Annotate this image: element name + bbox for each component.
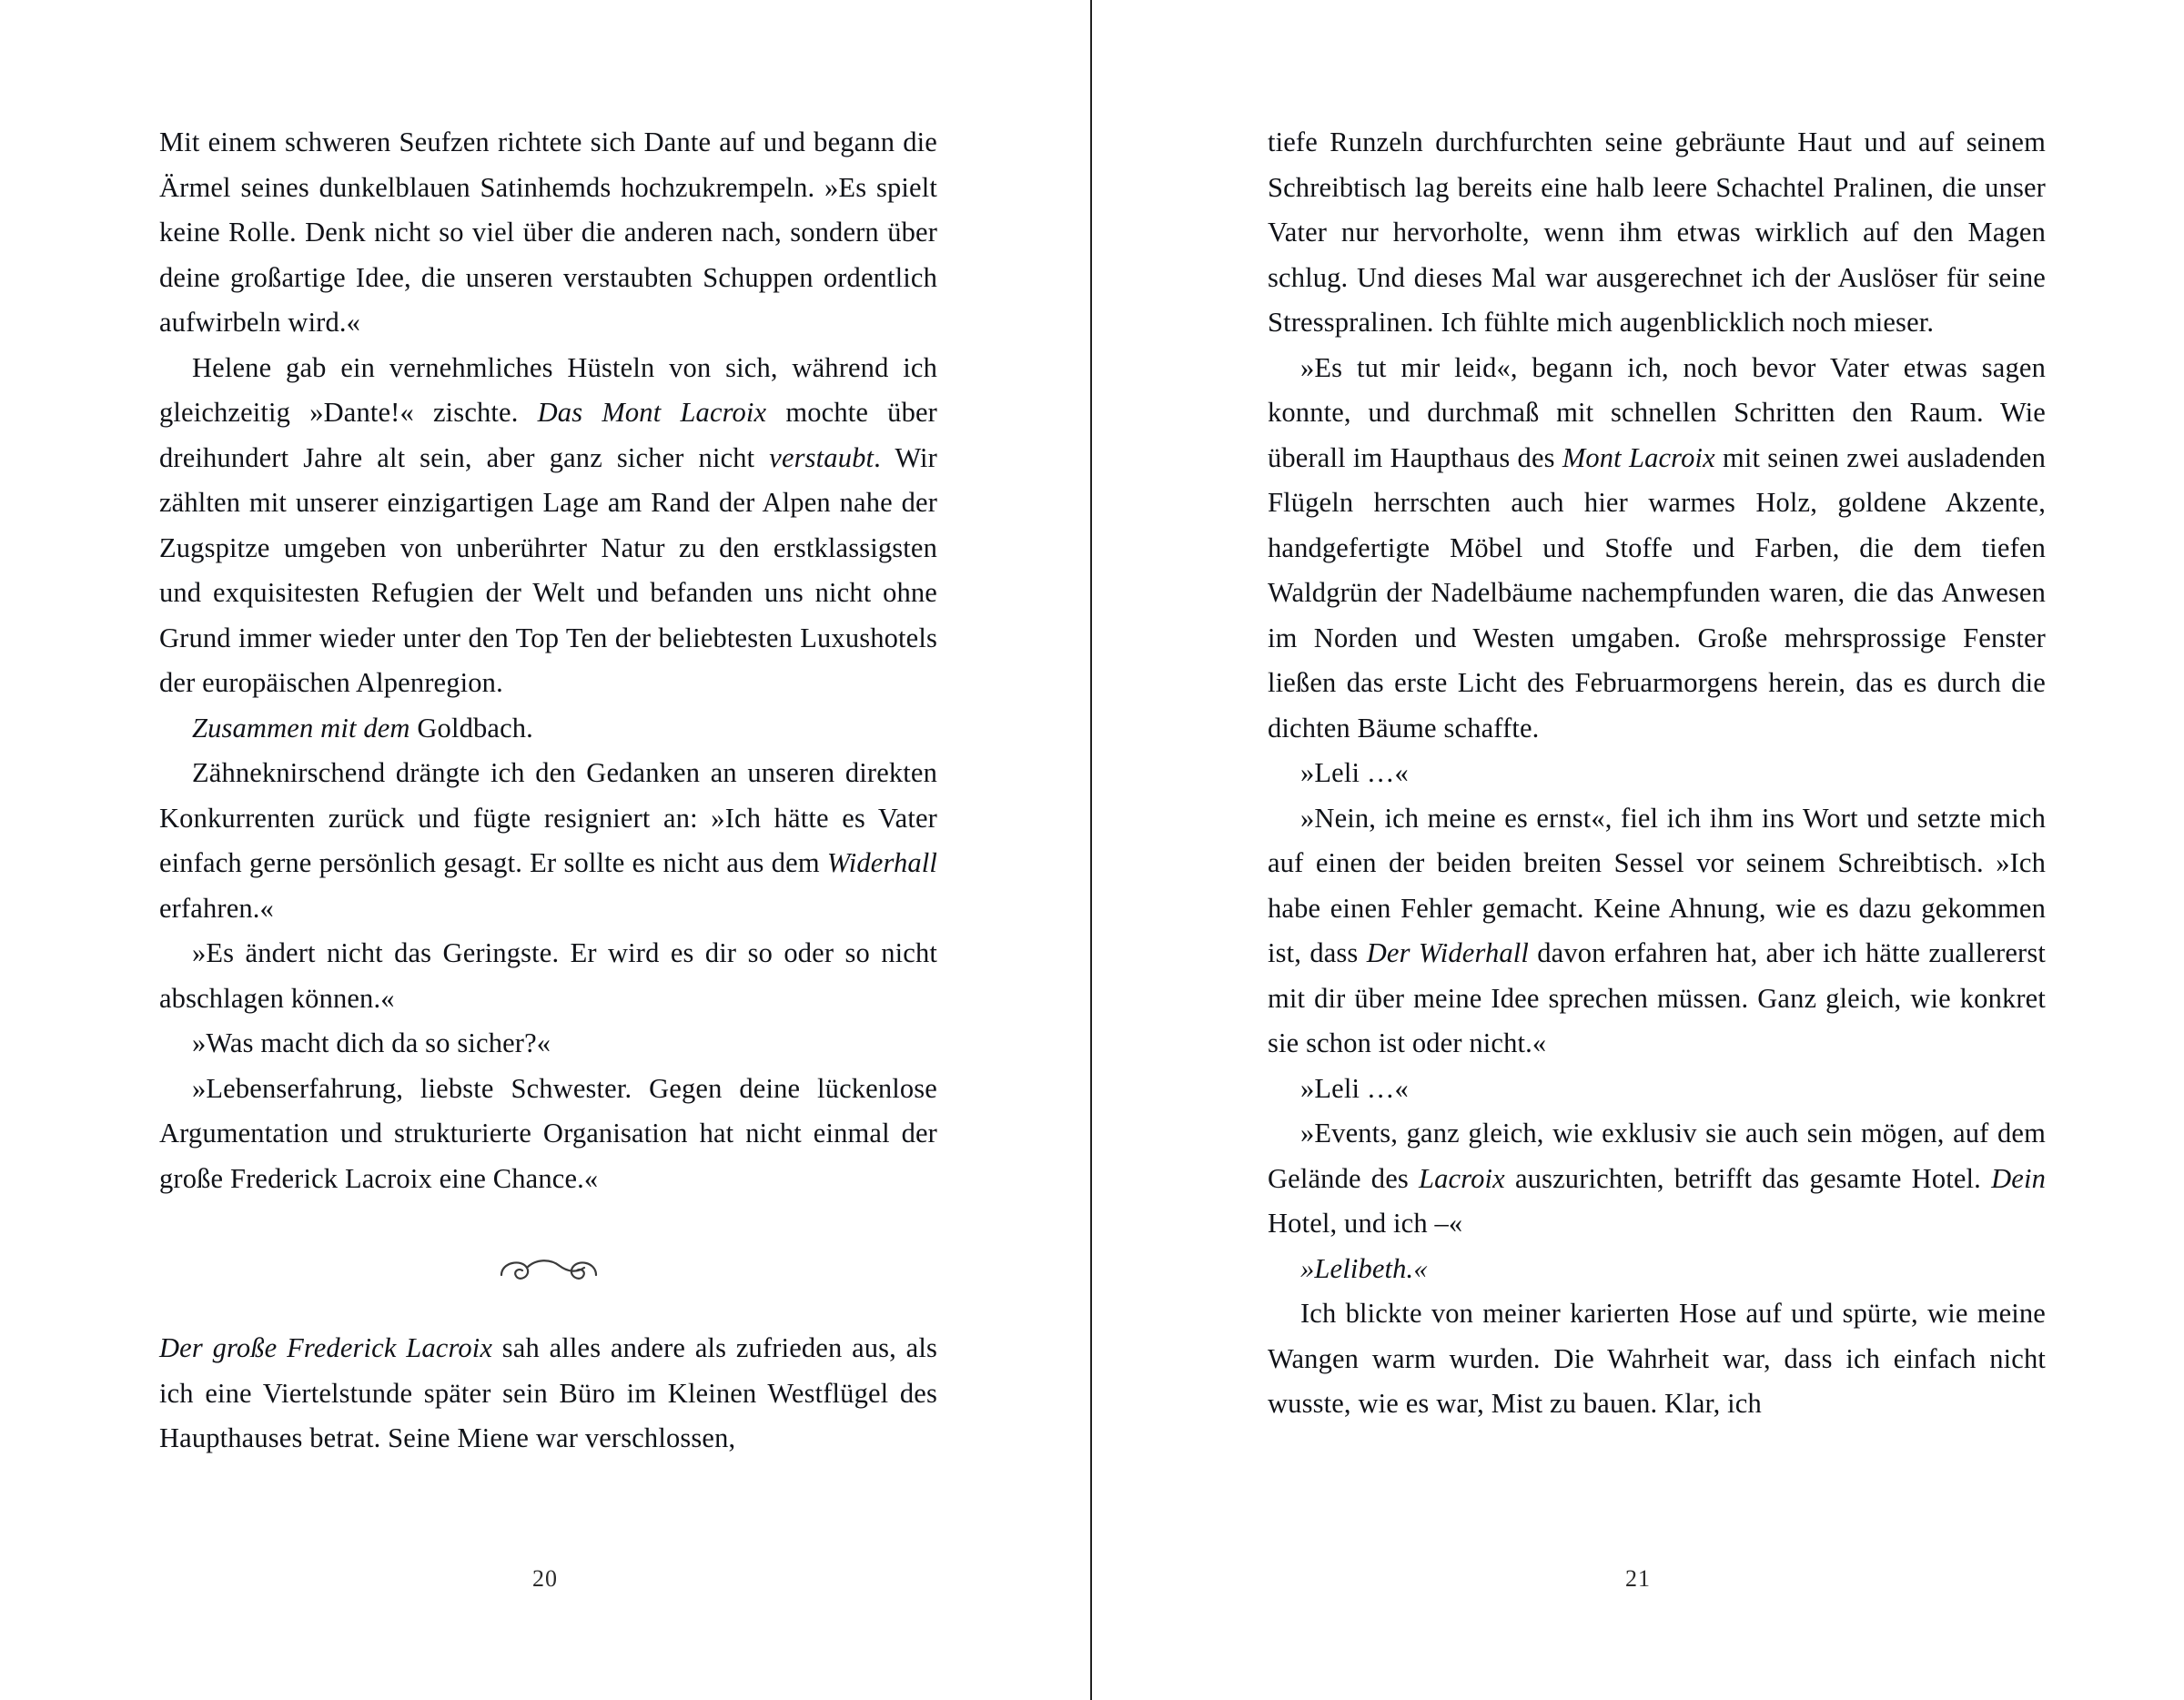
paragraph: »Leli …« xyxy=(1300,1072,1409,1104)
italic-emphasis: »Lelibeth.« xyxy=(1300,1252,1428,1284)
paragraph: »Lebenserfahrung, liebste Schwester. Gegen deine lückenlose Argumentation und strukturierte Organisation hat nicht einmal der große Frederick Lacroix eine Chance.« xyxy=(159,1072,937,1194)
paragraph: »Es tut mir leid«, begann ich, noch bevor Vater etwas sagen konnte, und durchmaß mit schnellen Schritten den Raum. Wie überall im Haupthaus des Mont Lacroix mit seinen zwei ausladenden Flügeln herrschten auch hier warmes Holz, goldene Akzente, handgefertigte Möbel und Stoffe und Farben, die dem tiefen Waldgrün der Nadelbäume nachempfunden waren, die das Anwesen im Norden und Westen umgaben. Große mehrsprossige Fenster ließen das erste Licht des Februarmorgens herein, das es durch die dichten Bäume schaffte. xyxy=(1268,351,2047,744)
paragraph: tiefe Runzeln durchfurchten seine gebräunte Haut und auf seinem Schreibtisch lag bereits eine halb leere Schachtel Pralinen, die unser Vater nur hervorholte, wenn ihm etwas wirklich auf den Magen schlug. Und dieses Mal war ausgerechnet ich der Auslöser für seine Stresspralinen. Ich fühlte mich augenblicklich noch mieser. xyxy=(1268,126,2046,338)
paragraph xyxy=(1268,1247,2046,1292)
italic-emphasis: verstaubt xyxy=(769,441,875,473)
italic-emphasis: Zusammen mit dem xyxy=(192,712,410,744)
paragraph: Der große Frederick Lacroix sah alles andere als zufrieden aus, als ich eine Viertelstunde später sein Büro im Kleinen Westflügel des Haupthauses betrat. Seine Miene war verschlossen, xyxy=(159,1332,937,1454)
page-number-left: 20 xyxy=(532,1565,558,1592)
italic-title: Lacroix xyxy=(1419,1162,1505,1194)
paragraph: Mit einem schweren Seufzen richtete sich Dante auf und begann die Ärmel seines dunkelblauen Satinhemds hochzukrempeln. »Es spielt keine Rolle. Denk nicht so viel über die anderen nach, sondern über deine großartige Idee, die unseren verstaubten Schuppen ordentlich aufwirbeln wird.« xyxy=(159,126,937,338)
right-page-textblock xyxy=(1268,120,2046,1427)
paragraph: Helene gab ein vernehmliches Hüsteln von sich, während ich gleichzeitig »Dante!« zischte. Das Mont Lacroix mochte über dreihundert Jahre alt sein, aber ganz sicher nicht verstaubt. Wir zählten mit unserer einzigartigen Lage am Rand der Alpen nahe der Zugspitze umgeben von unberührter Natur zu den erstklassigsten und exquisitesten Refugien der Welt und befanden uns nicht ohne Grund immer wieder unter den Top Ten der beliebtesten Luxushotels der europäischen Alpenregion. xyxy=(159,351,937,698)
paragraph: Zähneknirschend drängte ich den Gedanken an unseren direkten Konkurrenten zurück und fügte resigniert an: »Ich hätte es Vater einfach gerne persönlich gesagt. Er sollte es nicht aus dem Widerhall erfahren.« xyxy=(159,757,937,924)
italic-title: Mont Lacroix xyxy=(1562,441,1715,473)
italic-title: Widerhall xyxy=(826,847,937,878)
page-right xyxy=(1092,0,2184,1700)
scroll-flourish-ornament xyxy=(159,1241,937,1290)
paragraph: »Nein, ich meine es ernst«, fiel ich ihm ins Wort und setzte mich auf einen der beiden breiten Sessel vor seinem Schreibtisch. »Ich habe einen Fehler gemacht. Keine Ahnung, wie es dazu gekommen ist, dass Der Widerhall davon erfahren hat, aber ich hätte zuallererst mit dir über meine Idee sprechen müssen. Ganz gleich, wie konkret sie schon ist oder nicht.« xyxy=(1268,802,2046,1058)
italic-title: Das Mont Lacroix xyxy=(537,397,767,428)
paragraph: »Leli …« xyxy=(1300,757,1409,788)
italic-emphasis: Der große Frederick Lacroix xyxy=(159,1332,493,1364)
paragraph: »Es ändert nicht das Geringste. Er wird es dir so oder so nicht abschlagen können.« xyxy=(159,937,937,1014)
italic-title: Der Widerhall xyxy=(1366,937,1529,968)
left-page-textblock xyxy=(159,120,937,1462)
paragraph: Ich blickte von meiner karierten Hose auf und spürte, wie meine Wangen warm wurden. Die Wahrheit war, dass ich einfach nicht wusste, wie es war, Mist zu bauen. Klar, ich xyxy=(1268,1298,2046,1419)
italic-emphasis: Dein xyxy=(1991,1162,2046,1194)
page-number-right: 21 xyxy=(1625,1565,1651,1592)
paragraph: Zusammen mit dem Goldbach. xyxy=(192,712,533,744)
paragraph: »Events, ganz gleich, wie exklusiv sie auch sein mögen, auf dem Gelände des Lacroix auszurichten, betrifft das gesamte Hotel. Dein Hotel, und ich –« xyxy=(1268,1118,2046,1239)
paragraph: »Was macht dich da so sicher?« xyxy=(192,1027,551,1058)
